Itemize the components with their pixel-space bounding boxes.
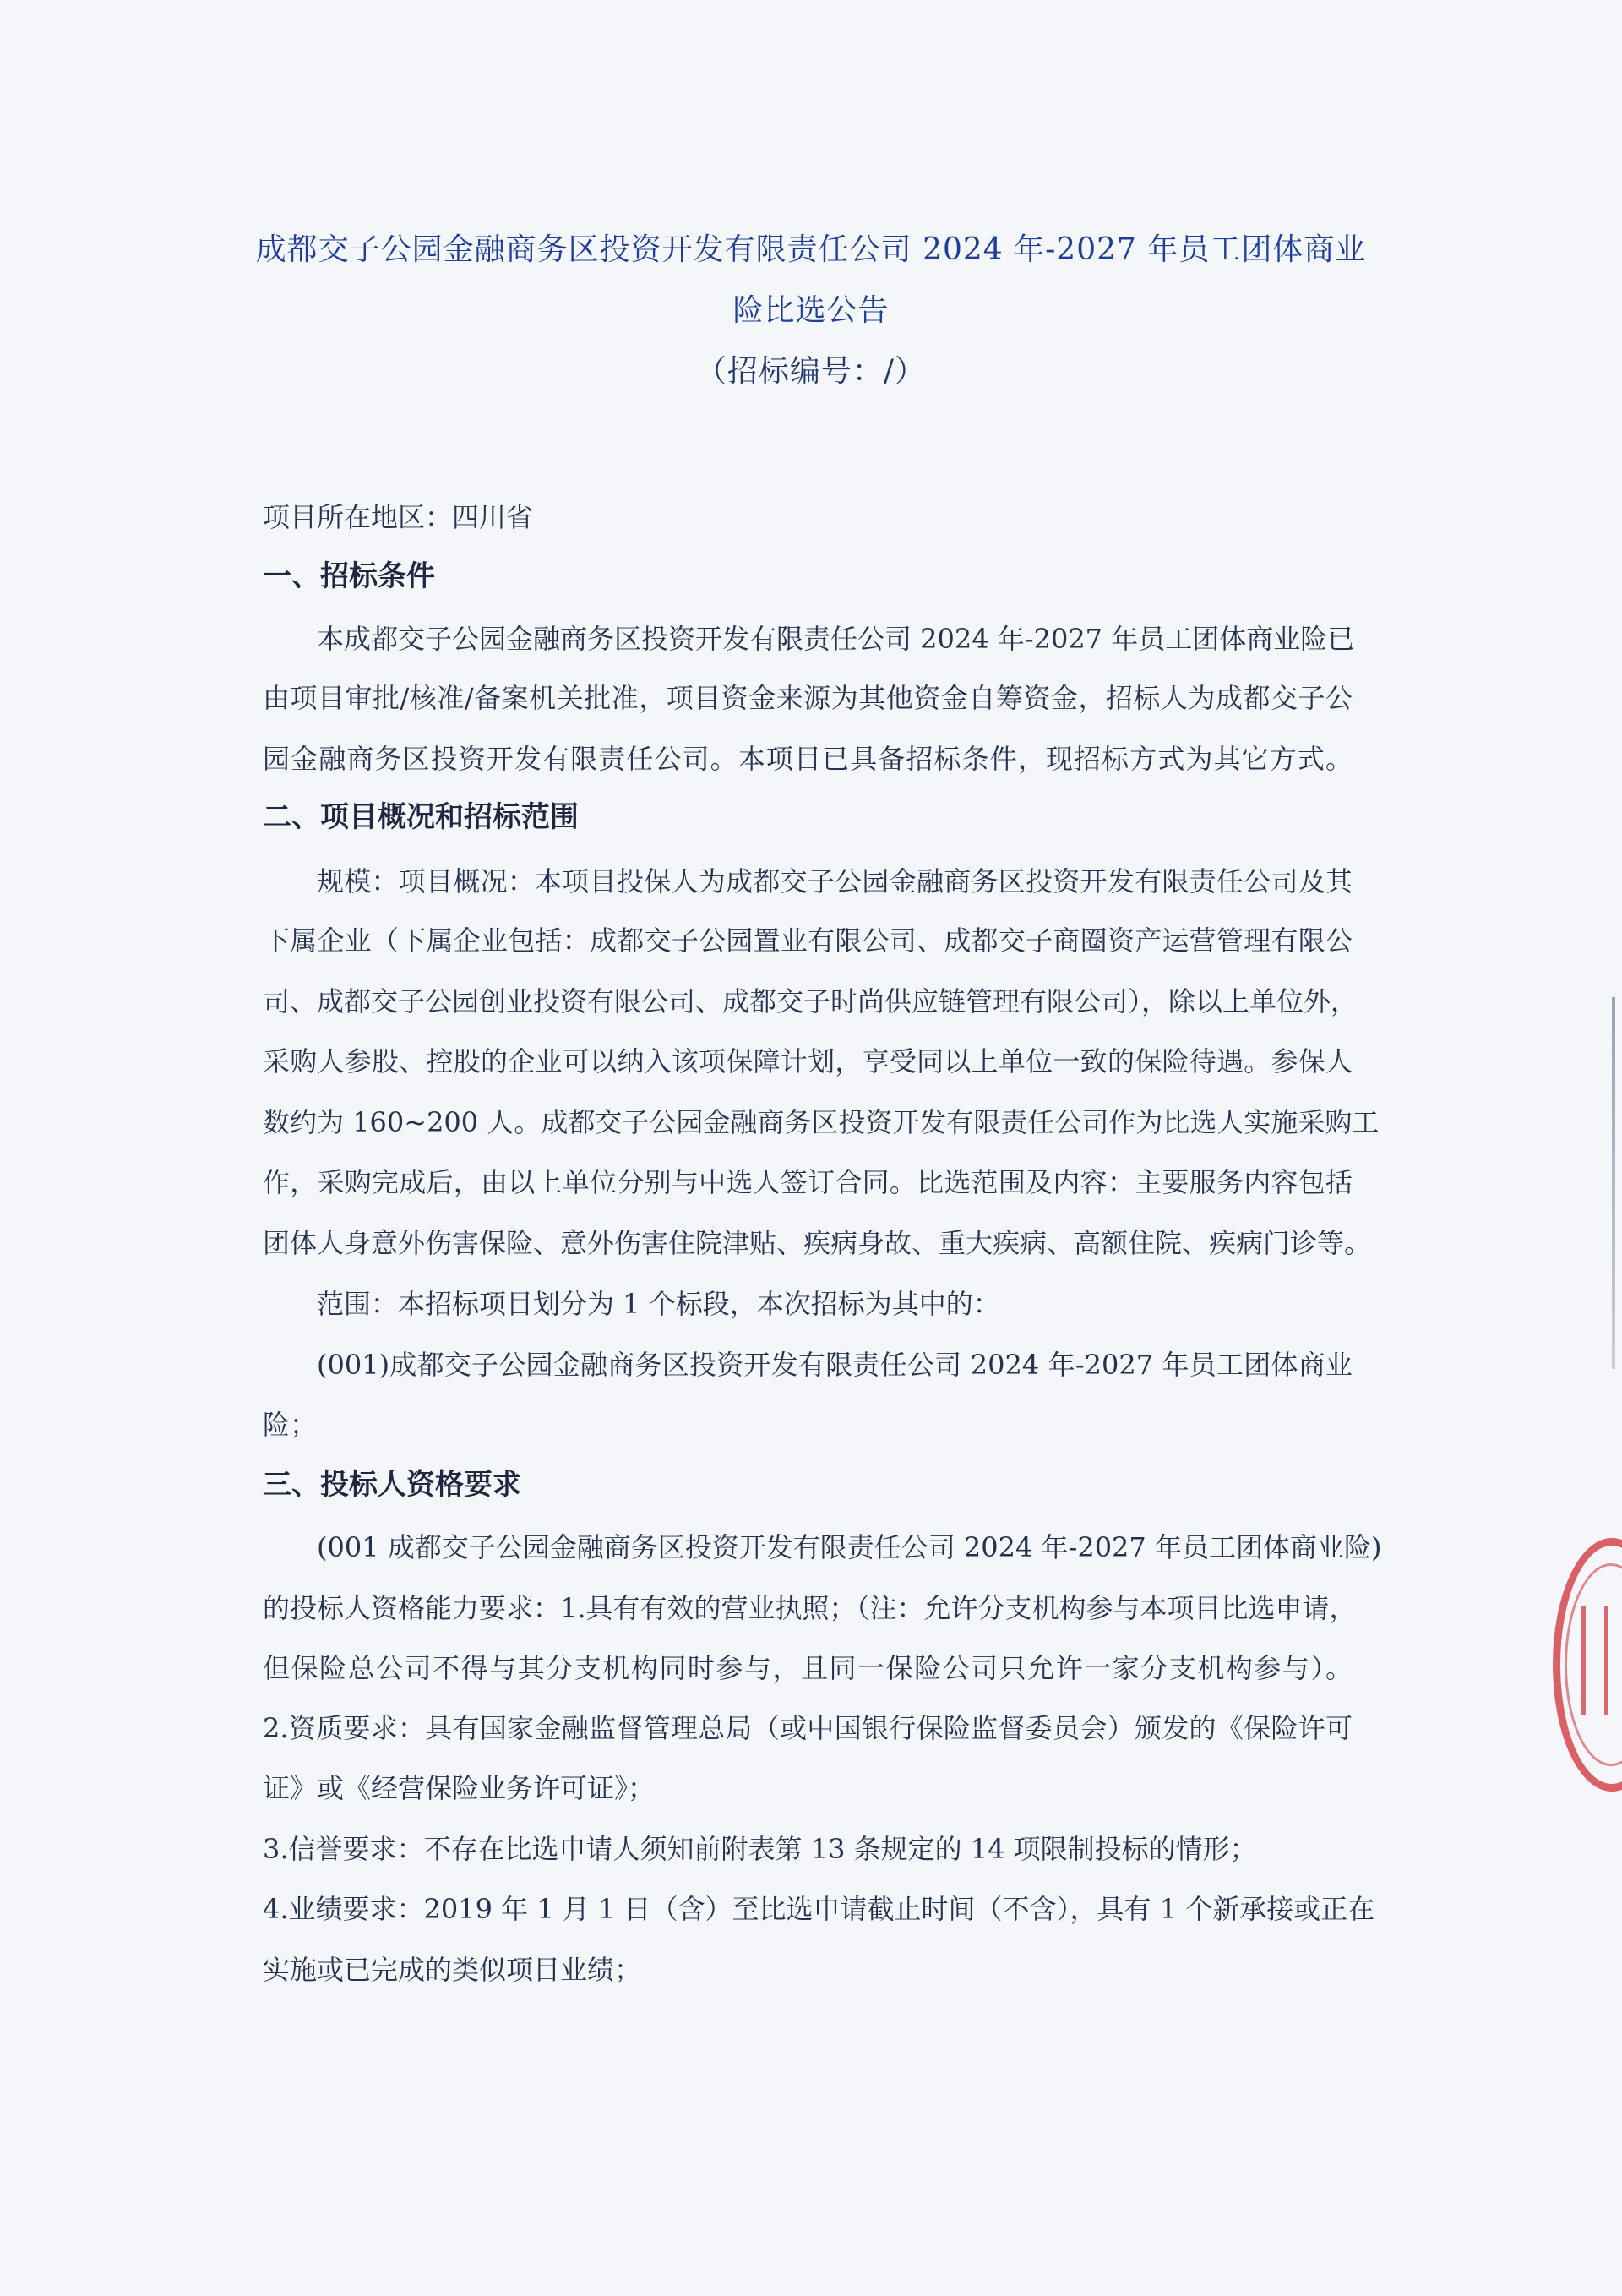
paragraph-line: 实施或已完成的类似项目业绩； <box>263 1954 642 1986</box>
paragraph-line: 团体人身意外伤害保险、意外伤害住院津贴、疾病身故、重大疾病、高额住院、疾病门诊等。 <box>263 1227 1372 1259</box>
document-title-line-1: 成都交子公园金融商务区投资开发有限责任公司 2024 年-2027 年员工团体商业 <box>255 232 1367 267</box>
paragraph-line: 规模：项目概况：本项目投保人为成都交子公园金融商务区投资开发有限责任公司及其 <box>317 865 1353 897</box>
paragraph-line: 由项目审批/核准/备案机关批准，项目资金来源为其他资金自筹资金，招标人为成都交子公 <box>263 682 1353 714</box>
paragraph-line: 4.业绩要求：2019 年 1 月 1 日（含）至比选申请截止时间（不含），具有 1 个新承接或正在 <box>263 1893 1375 1925</box>
paragraph-line: 3.信誉要求：不存在比选申请人须知前附表第 13 条规定的 14 项限制投标的情形； <box>263 1833 1257 1865</box>
paragraph-line: 司、成都交子公园创业投资有限公司、成都交子时尚供应链管理有限公司），除以上单位外， <box>263 985 1358 1017</box>
section-heading-project-overview: 二、项目概况和招标范围 <box>263 800 579 834</box>
project-location: 项目所在地区：四川省 <box>263 501 534 533</box>
paragraph-line: 范围：本招标项目划分为 1 个标段，本次招标为其中的： <box>317 1288 1000 1320</box>
paragraph-line: (001 成都交子公园金融商务区投资开发有限责任公司 2024 年-2027 年员工团体商业险) <box>317 1531 1382 1563</box>
section-heading-bid-conditions: 一、招标条件 <box>263 559 435 593</box>
paragraph-line: 采购人参股、控股的企业可以纳入该项保障计划，享受同以上单位一致的保险待遇。参保人 <box>263 1045 1353 1077</box>
paragraph-line: 园金融商务区投资开发有限责任公司。本项目已具备招标条件，现招标方式为其它方式。 <box>263 743 1353 775</box>
paragraph-line: 的投标人资格能力要求：1.具有有效的营业执照；（注：允许分支机构参与本项目比选申请， <box>263 1592 1357 1624</box>
paragraph-line: 险； <box>263 1409 318 1441</box>
paragraph-line: 本成都交子公园金融商务区投资开发有限责任公司 2024 年-2027 年员工团体商业险已 <box>317 623 1355 655</box>
red-seal-mark <box>1581 1606 1608 1715</box>
paragraph-line: 2.资质要求：具有国家金融监督管理总局（或中国银行保险监督委员会）颁发的《保险许可 <box>263 1712 1353 1744</box>
paragraph-line: 作，采购完成后，由以上单位分别与中选人签订合同。比选范围及内容：主要服务内容包括 <box>263 1166 1353 1198</box>
section-heading-bidder-qualification: 三、投标人资格要求 <box>263 1468 521 1502</box>
paragraph-line: (001)成都交子公园金融商务区投资开发有限责任公司 2024 年-2027 年员工团体商业 <box>317 1349 1353 1381</box>
paragraph-line: 但保险总公司不得与其分支机构同时参与，且同一保险公司只允许一家分支机构参与）。 <box>263 1652 1353 1684</box>
paragraph-line: 下属企业（下属企业包括：成都交子公园置业有限公司、成都交子商圈资产运营管理有限公 <box>263 924 1353 957</box>
paragraph-line: 数约为 160~200 人。成都交子公园金融商务区投资开发有限责任公司作为比选人实施采购工 <box>263 1106 1380 1138</box>
scan-edge-mark <box>1612 997 1615 1369</box>
paragraph-line: 证》或《经营保险业务许可证》； <box>263 1772 656 1804</box>
bid-number: （招标编号：/） <box>695 354 927 389</box>
document-title-line-2: 险比选公告 <box>732 293 890 328</box>
